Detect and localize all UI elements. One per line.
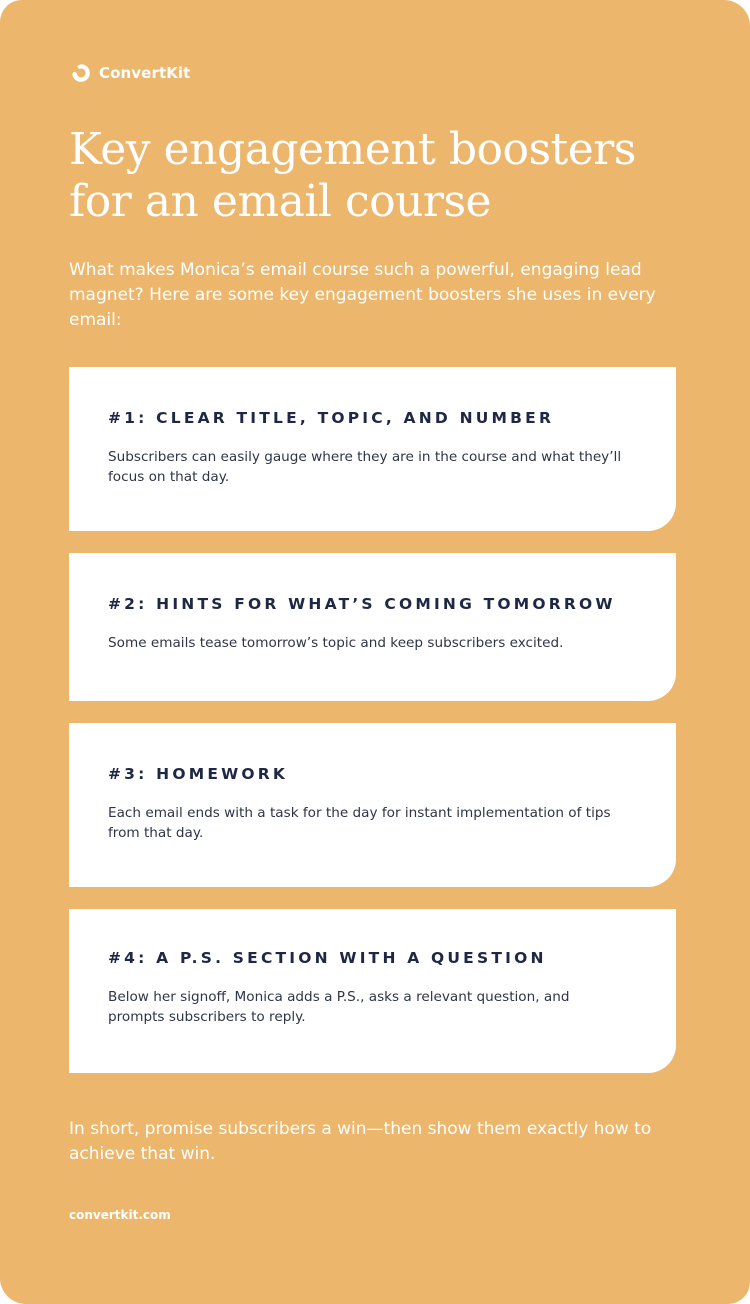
footer-url: convertkit.com — [69, 1208, 171, 1222]
brand-logo — [69, 61, 190, 85]
title-line-2: for an email course — [69, 176, 492, 227]
booster-card-2 — [69, 553, 676, 701]
page-title — [69, 124, 709, 228]
card-heading: #3: HOMEWORK — [108, 765, 289, 783]
card-body: Some emails tease tomorrow’s topic and keep subscribers excited. — [108, 635, 564, 651]
brand-name: ConvertKit — [99, 64, 191, 82]
card-heading: #1: CLEAR TITLE, TOPIC, AND NUMBER — [108, 409, 555, 427]
booster-card-4 — [69, 909, 676, 1073]
card-heading: #4: A P.S. SECTION WITH A QUESTION — [108, 949, 547, 967]
card-body: Below her signoff, Monica adds a P.S., asks a relevant question, and prompts subscribers to reply. — [108, 989, 570, 1025]
title-line-1: Key engagement boosters — [69, 124, 636, 175]
booster-card-1 — [69, 367, 676, 531]
summary-paragraph: In short, promise subscribers a win—then show them exactly how to achieve that win. — [69, 1119, 652, 1164]
booster-card-3 — [69, 723, 676, 887]
card-body: Subscribers can easily gauge where they are in the course and what they’ll focus on that day. — [108, 449, 622, 485]
intro-paragraph: What makes Monica’s email course such a powerful, engaging lead magnet? Here are some key engagement boosters she uses in every email: — [69, 260, 656, 330]
card-body: Each email ends with a task for the day for instant implementation of tips from that day. — [108, 805, 611, 841]
convertkit-logo-icon — [69, 61, 93, 85]
card-heading: #2: HINTS FOR WHAT’S COMING TOMORROW — [108, 595, 616, 613]
